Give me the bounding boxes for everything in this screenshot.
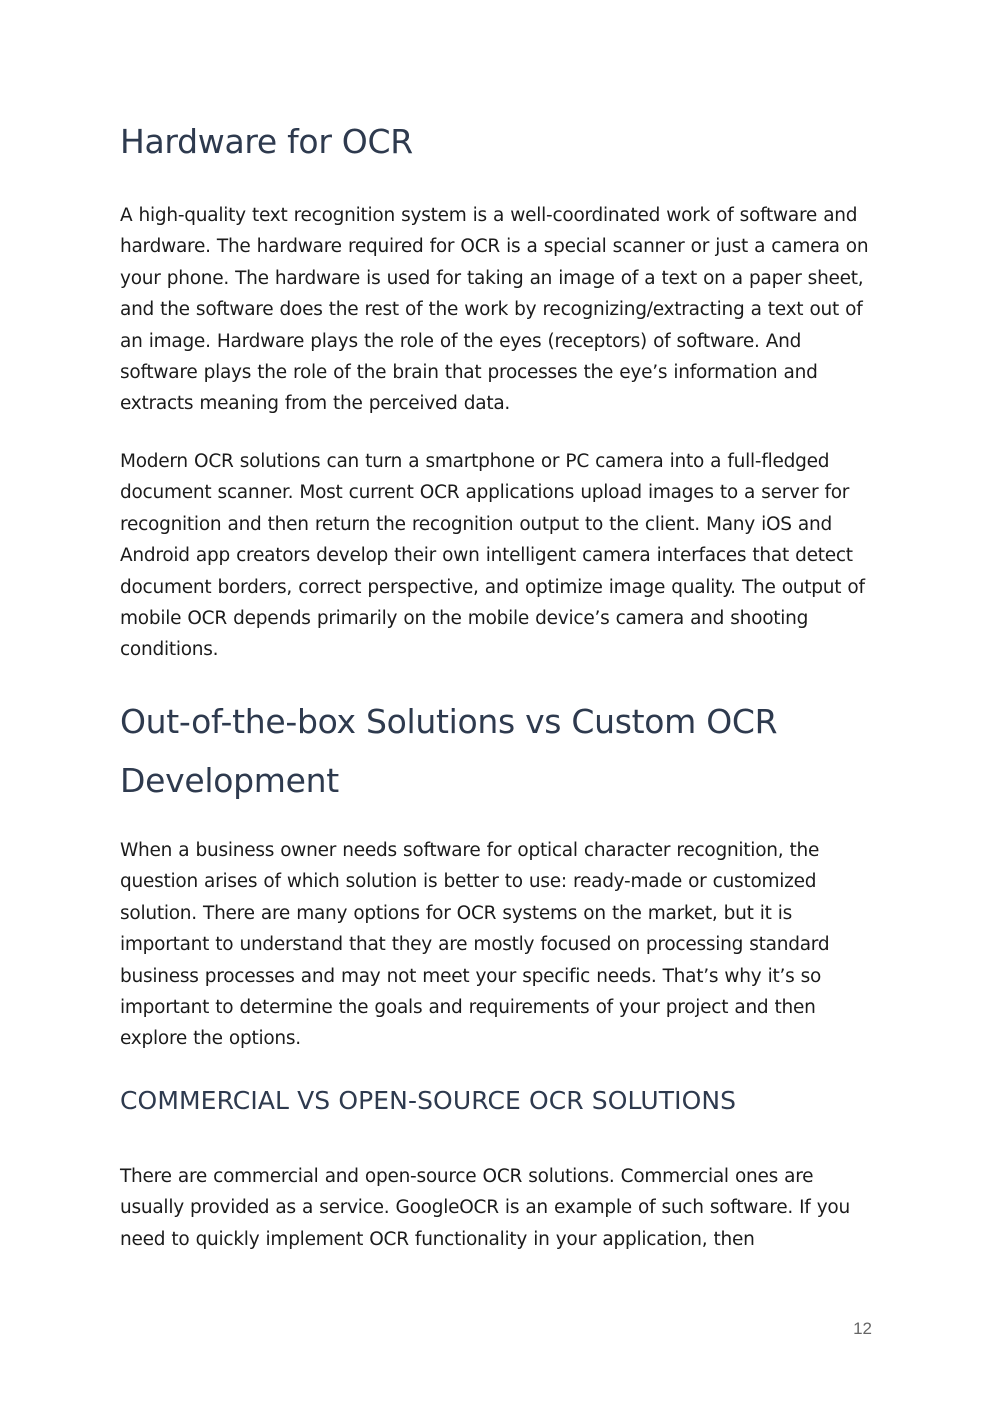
section-heading-solutions: Out-of-the-box Solutions vs Custom OCR Development	[120, 702, 778, 800]
paragraph-hardware-1: A high-quality text recognition system is a well-coordinated work of software and hardware. The hardware required for OCR is a special scanner or just a camera on your phone. The hardware is used for taking an image of a text on a paper sheet, and the software does the rest of the work by recognizing/extracting a text out of an image. Hardware plays the role of the eyes (receptors) of software. And software plays the role of the brain that processes the eye’s information and extracts meaning from the perceived data.	[120, 205, 869, 415]
paragraph-commercial-1: There are commercial and open-source OCR solutions. Commercial ones are usually provided as a service. GoogleOCR is an example of such software. If you need to quickly implement OCR functionality in your application, then	[120, 1166, 850, 1250]
paragraph-solutions-1: When a business owner needs software for optical character recognition, the question arises of which solution is better to use: ready-made or customized solution. There are many options for OCR systems on the market, but it is important to understand that they are mostly focused on processing standard business processes and may not meet your specific needs. That’s why it’s so important to determine the goals and requirements of your project and then explore the options.	[120, 840, 830, 1050]
paragraph-hardware-2: Modern OCR solutions can turn a smartphone or PC camera into a full-fledged document scanner. Most current OCR applications upload images to a server for recognition and then return the recognition output to the client. Many iOS and Android app creators develop their own intelligent camera interfaces that detect document borders, correct perspective, and optimize image quality. The output of mobile OCR depends primarily on the mobile device’s camera and shooting conditions.	[120, 451, 865, 661]
section-heading-hardware: Hardware for OCR	[120, 122, 413, 161]
page-number: 12	[853, 1319, 872, 1338]
subsection-heading-commercial-vs-open-source: COMMERCIAL VS OPEN-SOURCE OCR SOLUTIONS	[120, 1086, 737, 1115]
